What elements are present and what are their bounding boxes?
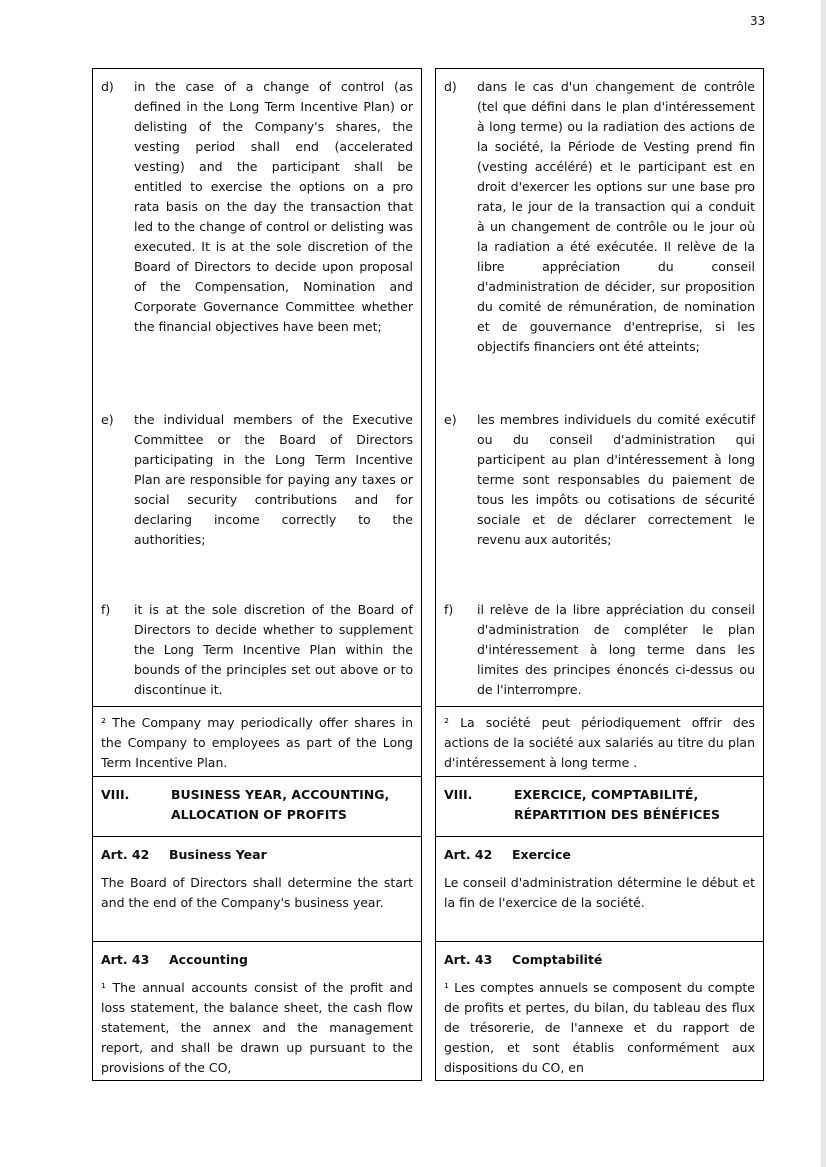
art43-number-en: Art. 43 — [101, 952, 150, 967]
art43-heading-fr — [444, 950, 755, 970]
item-text-d-fr: dans le cas d'un changement de contrôle (tel que défini dans le plan d'intéressement à long terme) ou la radiation des actions de la société, la Période de Vesting prend fin (vesting accéléré) et le participant est en droit d'exercer les options sur une base pro rata, le jour de la transaction qui a conduit à un changement de contrôle ou le jour où la radiation a été exécutée. Il relève de la libre appréciation du conseil d'administration de décider, sur proposition du comité de rémunération, de nomination et de gouvernance d'entreprise, si les objectifs financiers ont été atteints; — [477, 79, 755, 354]
item-label-e-en: e) — [101, 412, 114, 427]
item-label-f-fr: f) — [444, 602, 454, 617]
section-number-fr: VIII. — [444, 787, 473, 802]
art43-heading-en — [101, 950, 413, 970]
cell-item-d-fr — [435, 68, 764, 405]
section-heading-en — [101, 785, 413, 825]
item-text-e-en: the individual members of the Executive Committee or the Board of Directors participating in the Long Term Incentive Plan are responsible for paying any taxes or social security contributions and for declaring income correctly to the authorities; — [134, 412, 413, 547]
item-label-e-fr: e) — [444, 412, 457, 427]
art42-heading-en — [101, 845, 413, 865]
art42-number-fr: Art. 42 — [444, 847, 493, 862]
item-text-f-en: it is at the sole discretion of the Board of Directors to decide whether to supplement the Long Term Incentive Plan within the bounds of the principles set out above or to discontinue it. — [134, 602, 413, 697]
cell-art42-fr — [435, 836, 764, 941]
art43-body-en: ¹ The annual accounts consist of the profit and loss statement, the balance sheet, the cash flow statement, the annex and the management report, and shall be drawn up pursuant to the provisions of the CO, — [101, 980, 413, 1075]
footnote-fr: ² La société peut périodiquement offrir des actions de la société aux salariés au titre du plan d'intéressement à long terme . — [444, 715, 755, 770]
section-title-en: BUSINESS YEAR, ACCOUNTING, ALLOCATION OF PROFITS — [171, 787, 390, 822]
art43-body-fr: ¹ Les comptes annuels se composent du compte de profits et pertes, du bilan, du tableau des flux de trésorerie, de l'annexe et du rapport de gestion, et sont établis conformément aux dispositions du CO, en — [444, 980, 755, 1075]
cell-art42-en — [92, 836, 422, 941]
item-label-d-en: d) — [101, 79, 114, 94]
section-title-fr: EXERCICE, COMPTABILITÉ, RÉPARTITION DES BÉNÉFICES — [514, 787, 720, 822]
scan-edge-artifact — [821, 0, 826, 1167]
cell-footnote-en — [92, 706, 422, 776]
cell-section8-fr — [435, 776, 764, 836]
item-label-d-fr: d) — [444, 79, 457, 94]
item-label-f-en: f) — [101, 602, 111, 617]
art43-title-en: Accounting — [169, 952, 248, 967]
page-number: 33 — [750, 14, 766, 28]
cell-art43-en — [92, 941, 422, 1081]
art42-body-en: The Board of Directors shall determine the start and the end of the Company's business year. — [101, 875, 413, 910]
item-text-e-fr: les membres individuels du comité exécutif ou du conseil d'administration qui participent au plan d'intéressement à long terme sont responsables du paiement de tous les impôts ou cotisations de sécurité sociale et de déclarer correctement le revenu aux autorités; — [477, 412, 755, 547]
art43-title-fr: Comptabilité — [512, 952, 603, 967]
art43-number-fr: Art. 43 — [444, 952, 493, 967]
art42-number-en: Art. 42 — [101, 847, 150, 862]
cell-item-e-fr — [435, 405, 764, 595]
cell-item-d-en — [92, 68, 422, 405]
list-item-d-en — [101, 77, 413, 337]
art42-title-en: Business Year — [169, 847, 267, 862]
list-item-d-fr — [444, 77, 755, 357]
cell-section8-en — [92, 776, 422, 836]
cell-item-f-fr — [435, 595, 764, 706]
item-text-f-fr: il relève de la libre appréciation du conseil d'administration de compléter le plan d'intéressement à long terme dans les limites des principes énoncés ci-dessus ou de l'interrompre. — [477, 602, 755, 697]
cell-item-e-en — [92, 405, 422, 595]
art42-heading-fr — [444, 845, 755, 865]
cell-item-f-en — [92, 595, 422, 706]
cell-footnote-fr — [435, 706, 764, 776]
list-item-f-en — [101, 600, 413, 700]
cell-art43-fr — [435, 941, 764, 1081]
section-heading-fr — [444, 785, 755, 825]
art42-body-fr: Le conseil d'administration détermine le début et la fin de l'exercice de la société. — [444, 875, 755, 910]
list-item-e-fr — [444, 410, 755, 550]
list-item-e-en — [101, 410, 413, 550]
bilingual-table — [92, 68, 764, 1081]
item-text-d-en: in the case of a change of control (as defined in the Long Term Incentive Plan) or delisting of the Company's shares, the vesting period shall end (accelerated vesting) and the participant shall be entitled to exercise the options on a pro rata basis on the day the transaction that led to the change of control or delisting was executed. It is at the sole discretion of the Board of Directors to decide upon proposal of the Compensation, Nomination and Corporate Governance Committee whether the financial objectives have been met; — [134, 79, 413, 334]
section-number-en: VIII. — [101, 787, 130, 802]
footnote-en: ² The Company may periodically offer shares in the Company to employees as part of the Long Term Incentive Plan. — [101, 715, 413, 770]
art42-title-fr: Exercice — [512, 847, 571, 862]
list-item-f-fr — [444, 600, 755, 700]
